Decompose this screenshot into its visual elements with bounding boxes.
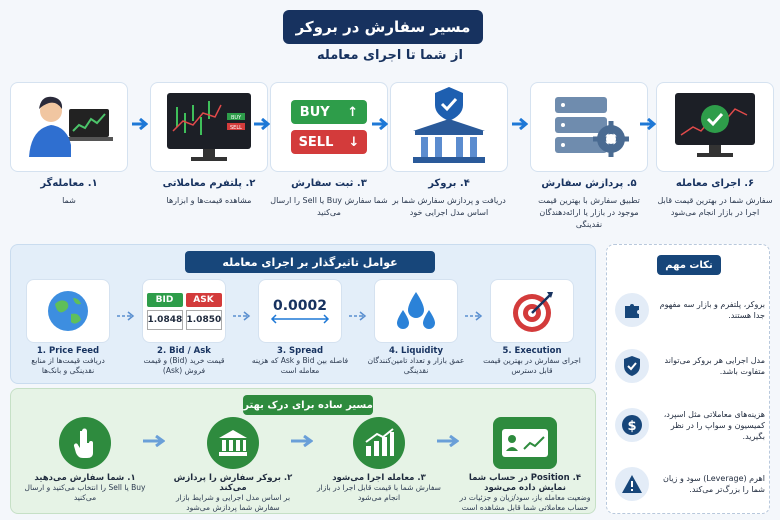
simple-step xyxy=(17,417,153,503)
buy-button: BUY ↑ xyxy=(291,100,367,124)
step-trader xyxy=(10,82,128,242)
factors-title: عوامل تاثیرگذار بر اجرای معامله xyxy=(185,251,435,273)
step-title: ۵. پردازش سفارش xyxy=(541,178,637,189)
puzzle-icon xyxy=(615,293,649,327)
arrow-dashed-icon xyxy=(465,311,483,321)
platform-monitor-icon xyxy=(150,82,268,172)
note-text: هزینه‌های معاملاتی مثل اسپرد، کمیسیون و سواپ را در نظر بگیرید. xyxy=(663,409,765,441)
note-text: اهرم (Leverage) سود و زیان شما را بزرگ‌تر می‌کند. xyxy=(663,474,765,494)
arrow-right-icon xyxy=(437,435,459,447)
step-order xyxy=(270,82,388,242)
factor-execution xyxy=(483,279,581,376)
arrow-right-icon xyxy=(372,118,388,130)
spread-value: 0.0002 xyxy=(272,298,328,314)
simple-step-title: ۳. معامله اجرا می‌شود xyxy=(332,473,426,483)
step-processing xyxy=(530,82,648,242)
svg-text:BUY: BUY xyxy=(231,115,242,121)
spread-icon xyxy=(258,279,342,343)
step-desc: سفارش شما در بهترین قیمت قابل اجرا در بازار انجام می‌شود xyxy=(657,196,773,217)
hand-tap-icon xyxy=(59,417,111,469)
factor-title: 4. Liquidity xyxy=(388,346,444,356)
step-title: ۴. بروکر xyxy=(428,178,470,189)
factor-title: 3. Spread xyxy=(276,346,324,356)
server-gear-icon xyxy=(530,82,648,172)
arrow-right-icon xyxy=(143,435,165,447)
buy-sell-icon xyxy=(270,82,388,172)
simple-step xyxy=(165,417,301,513)
arrow-dashed-icon xyxy=(233,311,251,321)
page-title: مسیر سفارش در بروکر xyxy=(283,10,483,44)
simple-step xyxy=(311,417,447,503)
svg-text:SELL: SELL xyxy=(230,125,242,131)
factor-title: 5. Execution xyxy=(502,346,562,356)
simple-step-desc: وضعیت معامله باز، سود/زیان و جزئیات در حساب معاملاتی شما قابل مشاهده است xyxy=(459,493,591,512)
note-item xyxy=(615,395,765,455)
factors-panel xyxy=(10,244,596,384)
arrow-right-icon xyxy=(640,118,656,130)
svg-text:$: $ xyxy=(627,419,637,434)
account-icon xyxy=(493,417,557,469)
globe-icon xyxy=(26,279,110,343)
simple-step-title: ۲. بروکر سفارش را پردازش می‌کند xyxy=(173,473,293,493)
note-item xyxy=(615,457,765,511)
shield-icon xyxy=(615,349,649,383)
water-drops-icon xyxy=(374,279,458,343)
arrow-right-icon xyxy=(512,118,528,130)
step-title: ۶. اجرای معامله xyxy=(675,178,755,189)
step-title: ۱. معامله‌گر xyxy=(40,178,98,189)
factor-spread xyxy=(251,279,349,376)
bid-ask-icon xyxy=(142,279,226,343)
note-text: مدل اجرایی هر بروکر می‌تواند متفاوت باشد. xyxy=(664,356,765,376)
step-desc: دریافت و پردازش سفارش شما بر اساس مدل اجرایی خود xyxy=(392,196,506,217)
simple-step-title: ۱. شما سفارش می‌دهید xyxy=(34,473,136,483)
notes-title: نکات مهم xyxy=(657,255,721,275)
arrow-down-icon: ↓ xyxy=(348,134,360,150)
page-subtitle: از شما تا اجرای معامله xyxy=(317,48,463,63)
step-execution xyxy=(656,82,774,242)
ask-value: 1.0850 xyxy=(186,310,222,330)
factor-bid-ask xyxy=(135,279,233,376)
simple-step-desc: بر اساس مدل اجرایی و شرایط بازار سفارش شما پردازش می‌شود xyxy=(175,493,291,512)
factor-title: 2. Bid / Ask xyxy=(157,346,211,356)
arrow-up-icon: ↑ xyxy=(347,104,359,120)
bank-icon xyxy=(207,417,259,469)
dollar-icon xyxy=(615,408,649,442)
factor-liquidity xyxy=(367,279,465,376)
bid-label: BID xyxy=(147,293,183,307)
simple-step-title: ۴. Position در حساب شما نمایش داده می‌شود xyxy=(468,473,582,493)
factor-desc: فاصله بین Bid و Ask که هزینه معامله است xyxy=(251,356,349,375)
bid-value: 1.0848 xyxy=(147,310,183,330)
note-item xyxy=(615,341,765,391)
bar-chart-icon xyxy=(353,417,405,469)
step-title: ۳. ثبت سفارش xyxy=(291,178,367,189)
step-title: ۲. پلتفرم معاملاتی xyxy=(162,178,256,189)
arrow-dashed-icon xyxy=(349,311,367,321)
step-desc: مشاهده قیمت‌ها و ابزارها xyxy=(166,196,252,205)
factor-title: 1. Price Feed xyxy=(36,346,100,356)
double-arrow-icon xyxy=(270,314,330,324)
factor-desc: عمق بازار و تعداد تامین‌کنندگان نقدینگی xyxy=(367,356,465,375)
arrow-dashed-icon xyxy=(117,311,135,321)
simple-step xyxy=(457,417,593,513)
arrow-right-icon xyxy=(132,118,148,130)
broker-bank-icon xyxy=(390,82,508,172)
notes-panel xyxy=(606,244,770,514)
execution-check-icon xyxy=(656,82,774,172)
factor-desc: قیمت خرید (Bid) و قیمت فروش (Ask) xyxy=(143,356,225,375)
simple-step-desc: سفارش شما با قیمت قابل اجرا در بازار انجام می‌شود xyxy=(317,483,441,502)
step-desc: شما سفارش Buy یا Sell را ارسال می‌کنید xyxy=(270,196,388,217)
step-platform xyxy=(150,82,268,242)
warning-icon xyxy=(615,467,649,501)
target-icon xyxy=(490,279,574,343)
trader-icon xyxy=(10,82,128,172)
simple-path-panel xyxy=(10,388,596,514)
arrow-right-icon xyxy=(291,435,313,447)
factor-desc: اجرای سفارش در بهترین قیمت قابل دسترس xyxy=(483,356,581,375)
arrow-right-icon xyxy=(254,118,270,130)
step-broker xyxy=(390,82,508,242)
factor-price-feed xyxy=(19,279,117,376)
sell-button: SELL ↓ xyxy=(291,130,367,154)
step-desc: شما xyxy=(62,196,76,205)
note-item xyxy=(615,285,765,335)
ask-label: ASK xyxy=(186,293,222,307)
note-text: بروکر، پلتفرم و بازار سه مفهوم جدا هستند. xyxy=(659,300,765,320)
step-desc: تطبیق سفارش با بهترین قیمت موجود در بازار یا ارائه‌دهندگان نقدینگی xyxy=(538,196,640,229)
simple-title: مسیر ساده برای درک بهتر xyxy=(243,395,373,415)
simple-step-desc: Buy یا Sell را انتخاب می‌کنید و ارسال می‌کنید xyxy=(24,483,146,502)
factor-desc: دریافت قیمت‌ها از منابع نقدینگی و بانک‌ها xyxy=(31,356,105,375)
